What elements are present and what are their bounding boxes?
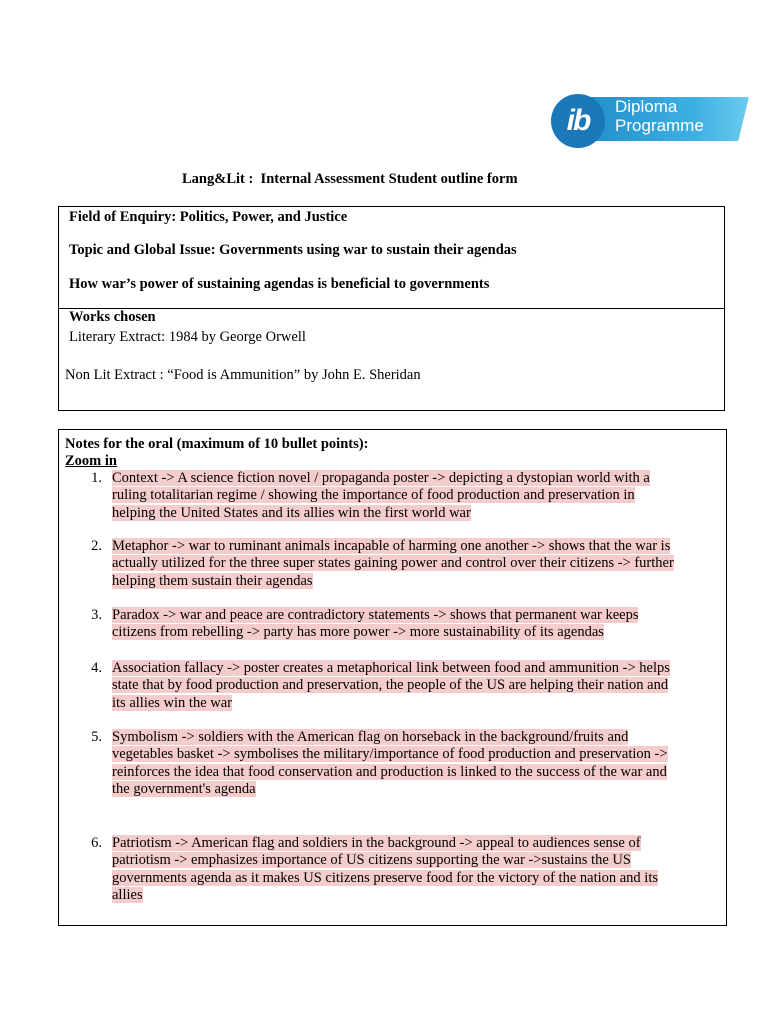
- item-number: 5.: [91, 729, 102, 745]
- notes-box: [58, 429, 727, 926]
- zoom-in-heading: Zoom in: [65, 453, 117, 469]
- logo-line-2: Programme: [615, 116, 704, 135]
- item-number: 1.: [91, 470, 102, 486]
- logo-glyph: ib: [566, 104, 590, 137]
- section-divider: [59, 308, 724, 309]
- item-text: Symbolism -> soldiers with the American flag on horseback in the background/fruits and vegetables basket -> symbolises the military/importance of food production and preservation -> reinforces the idea that food conservation and production is linked to the success of the war and the government's agenda: [112, 729, 668, 797]
- item-text: Paradox -> war and peace are contradictory statements -> shows that permanent war keeps citizens from rebelling -> party has more power -> more sustainability of its agendas: [112, 607, 639, 641]
- form-title: Lang&Lit : Internal Assessment Student outline form: [182, 171, 518, 187]
- item-text: Association fallacy -> poster creates a metaphorical link between food and ammunition -> helps state that by food production and preservation, the people of the US are helping their nation and its allies win the war: [112, 660, 670, 711]
- ib-logo-icon: [551, 94, 605, 148]
- topic-global-issue: Topic and Global Issue: Governments using war to sustain their agendas: [69, 242, 517, 258]
- item-text: Patriotism -> American flag and soldiers in the background -> appeal to audiences sense of patriotism -> emphasizes importance of US citizens supporting the war ->sustains the US governments agenda as it makes US citizens preserve food for the victory of the nation and its allies: [112, 835, 659, 903]
- enquiry-box: [58, 206, 725, 411]
- works-chosen-heading: Works chosen: [69, 309, 156, 325]
- item-number: 4.: [91, 660, 102, 676]
- item-text: Metaphor -> war to ruminant animals incapable of harming one another -> shows that the war is actually utilized for the three super states gaining power and control over their citizens -> further helping them sustain their agendas: [112, 538, 674, 589]
- inquiry-question: How war’s power of sustaining agendas is beneficial to governments: [69, 276, 490, 292]
- notes-title: Notes for the oral (maximum of 10 bullet points):: [65, 436, 369, 452]
- item-number: 6.: [91, 835, 102, 851]
- item-number: 3.: [91, 607, 102, 623]
- item-text: Context -> A science fiction novel / propaganda poster -> depicting a dystopian world with a ruling totalitarian regime / showing the importance of food production and preservation in helping the United States and its allies win the first world war: [112, 470, 650, 521]
- field-of-enquiry: Field of Enquiry: Politics, Power, and Justice: [69, 209, 348, 225]
- ib-diploma-logo: [551, 94, 749, 150]
- non-lit-extract: Non Lit Extract : “Food is Ammunition” by John E. Sheridan: [65, 367, 421, 383]
- literary-extract: Literary Extract: 1984 by George Orwell: [69, 329, 306, 345]
- logo-line-1: Diploma: [615, 97, 678, 116]
- item-number: 2.: [91, 538, 102, 554]
- logo-text: [615, 97, 704, 135]
